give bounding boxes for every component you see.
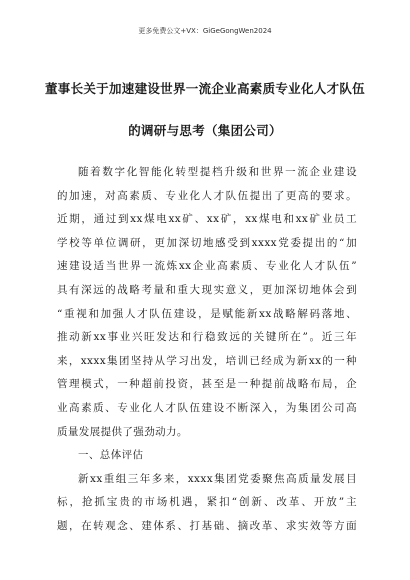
paragraph-line: 新xx重组三年多来，xxxx集团党委聚焦高质量发展目 — [78, 472, 357, 485]
paragraph-line: 学校等单位调研，更加深切地感受到xxxx党委提出的“加 — [57, 236, 357, 249]
body-text — [57, 161, 357, 539]
paragraph-line: 具有深远的战略考量和重大现实意义，更加深切地体会到 — [57, 283, 357, 296]
paragraph-line: 随着数字化智能化转型提档升级和世界一流企业建设 — [78, 166, 357, 178]
paragraph-line: 质量发展提供了强劲动力。 — [57, 425, 188, 438]
paragraph-line: 来，xxxx集团坚持从学习出发，培训已经成为新xx的一种 — [57, 354, 357, 367]
document-title-line-2: 的调研与思考（集团公司） — [128, 123, 282, 138]
paragraph-line: 速建设适当世界一流炼xx企业高素质、专业化人才队伍” — [57, 260, 357, 273]
document-title-line-1: 董事长关于加速建设世界一流企业高素质专业化人才队伍 — [44, 81, 365, 96]
paragraph-line: 的加速，对高素质、专业化人才队伍提出了更高的要求。 — [57, 189, 357, 202]
paragraph-line: 管理模式，一种超前投资，甚至是一种提前战略布局，企 — [57, 378, 357, 391]
paragraph-line: 推动新xx事业兴旺发达和行稳致远的关键所在”。近三年 — [57, 331, 357, 344]
paragraph-line: “重视和加强人才队伍建设，是赋能新xx战略解码落地、 — [57, 307, 357, 320]
section-heading: 一、总体评估 — [78, 449, 144, 462]
header-note: 更多免费公文+VX：GiGeGongWen2024 — [138, 27, 272, 35]
paragraph-line: 题，在转观念、建体系、打基础、摘改革、求实效等方面 — [57, 519, 357, 532]
paragraph-line: 近期，通过到xx煤电xx矿、xx矿，xx煤电和xx矿业员工 — [57, 213, 357, 226]
paragraph-line: 标，抢抓宝贵的市场机遇，紧扣“创新、改革、开放”主 — [57, 496, 357, 509]
paragraph-line: 业高素质、专业化人才队伍建设不断深入，为集团公司高 — [57, 401, 357, 414]
